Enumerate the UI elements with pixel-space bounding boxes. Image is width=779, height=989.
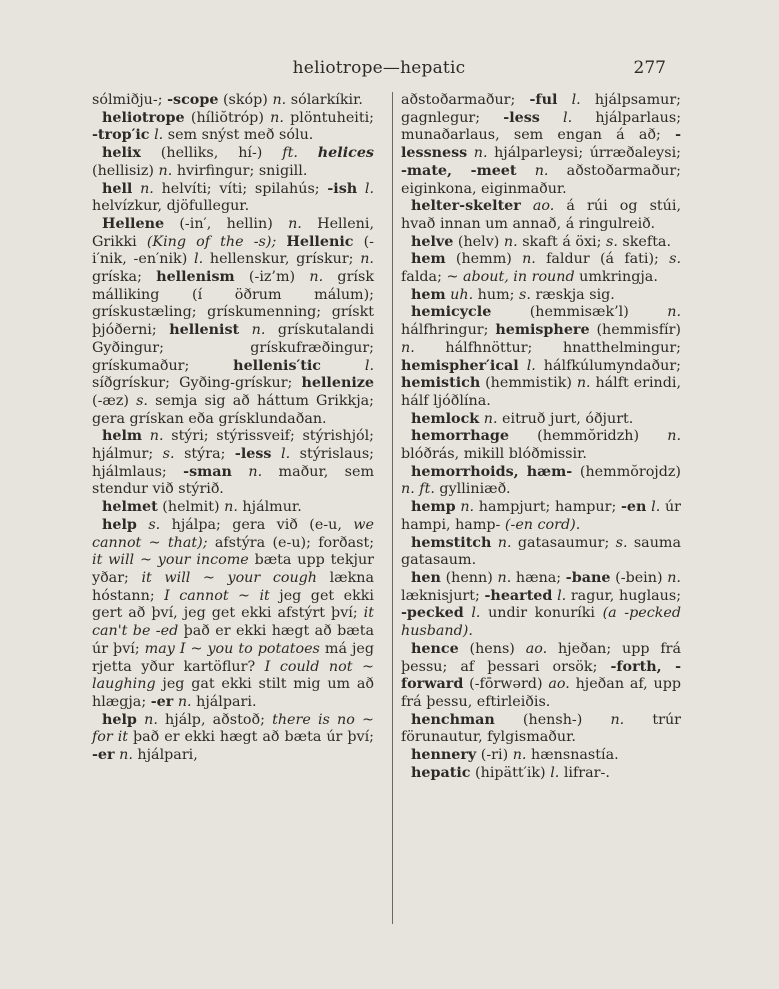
italic-text: ao. [548, 676, 570, 693]
italic-text: n. [460, 499, 475, 516]
definition-text: Helleni, Grikki [92, 215, 374, 250]
definition-text: sólmiðju-; [92, 92, 168, 108]
italic-text: I could not ~ laughing [92, 658, 374, 693]
italic-text: l. [563, 109, 573, 126]
definition-text: síðgrískur; Gyðing-grískur; [92, 375, 302, 392]
definition-text: (hemmŏridzh) [508, 428, 668, 445]
definition-text: (hensh-) [494, 711, 611, 728]
definition-text: falda; [401, 269, 447, 286]
dictionary-entry [92, 216, 374, 428]
headword: hemicycle [411, 304, 492, 321]
italic-text: there is no ~ for it [92, 711, 375, 746]
dictionary-entry [401, 234, 681, 252]
italic-text: n. [576, 375, 591, 392]
headword: -trop′ic [92, 127, 150, 144]
definition-text [298, 145, 318, 161]
headword: -er [150, 693, 174, 710]
italic-text: n. [144, 711, 158, 728]
italic-text: s. [148, 516, 161, 533]
definition-text: grískutalandi Gyðingur; grískufræðingur; grískumaður; [92, 322, 374, 374]
headword: heliotrope [102, 109, 185, 126]
definition-text: gríska; [92, 269, 157, 286]
definition-text: hjálpari. [191, 693, 257, 710]
headword: hepatic [411, 764, 471, 781]
definition-text: aðstoðarmaður; eiginkona, eiginmaður. [401, 162, 681, 197]
definition-text: (hens) [458, 640, 526, 657]
definition-text [321, 358, 365, 374]
italic-text: n. [522, 251, 536, 268]
headword: hellenist [169, 322, 240, 339]
italic-text: it will ~ your cough [141, 569, 318, 586]
italic-text: n. [360, 251, 374, 268]
definition-text: hjálpari, [132, 747, 198, 764]
definition-text [540, 110, 563, 126]
dictionary-entry [401, 251, 681, 286]
definition-text: hjálparleysi; úrræðaleysi; [487, 145, 681, 162]
dictionary-entry [401, 535, 681, 570]
italic-text: s. [606, 233, 618, 250]
definition-text [557, 92, 571, 108]
dictionary-entry [92, 181, 374, 216]
italic-text: n. ft. [401, 481, 435, 498]
definition-text: hampjurt; hampur; [474, 499, 621, 516]
headword: hem [411, 286, 446, 303]
italic-text: n. [251, 322, 266, 339]
definition-text: stýri; stýrissveif; stýrishjól; hjálmur; [92, 428, 375, 463]
definition-text: skefta. [617, 233, 672, 250]
definition-text: lækna hóstann; [92, 569, 375, 604]
definition-text: jeg get ekki gert að því, jeg get ekki afstýrt því; [92, 587, 374, 622]
italic-text: (-en cord). [504, 516, 581, 533]
headword: hennery [411, 747, 477, 764]
italic-text: n. [158, 162, 173, 179]
headword: help [102, 516, 137, 533]
headword: Hellenic [286, 233, 354, 250]
definition-text: (hemmŏrojdz) [572, 463, 682, 480]
italic-text: it can't be -ed [92, 605, 374, 640]
headword: hemp [411, 499, 456, 516]
italic-text: n. [119, 747, 133, 764]
italic-text: l. [526, 357, 536, 374]
definition-text: (hellisiz) [92, 162, 159, 179]
left-column [92, 92, 374, 765]
definition-text: (helmit) [157, 499, 225, 516]
italic-text: s. [669, 251, 682, 268]
definition-text: það er ekki hægt að bæta úr því; [92, 623, 374, 657]
definition-text: (henn) [440, 569, 498, 586]
dictionary-entry [92, 712, 374, 765]
headword: hemorrhoids, hæm- [411, 463, 573, 480]
headword: help [102, 711, 137, 728]
italic-text: n. [667, 428, 681, 445]
italic-text: uh. [450, 286, 474, 303]
headword: Hellene [102, 215, 165, 232]
italic-text: may I ~ you to potatoes [144, 640, 320, 657]
italic-text: n. [483, 410, 498, 427]
definition-text: (hemmistik) [480, 375, 577, 392]
definition-text: það er ekki hægt að bæta úr því; [128, 729, 374, 746]
italic-text: n. [288, 215, 302, 232]
italic-text: s. [615, 534, 628, 551]
definition-text: (helv) [453, 233, 504, 250]
definition-text: trúr förunautur, fylgismaður. [401, 711, 681, 746]
italic-text: n. [177, 693, 192, 710]
headword: hemorrhage [411, 428, 509, 445]
page-number: 277 [633, 58, 666, 78]
definition-text: hjálpsamur; gagnlegur; [401, 92, 681, 126]
definition-text: jeg gat ekki stilt mig um að hlægja; [92, 676, 374, 710]
definition-text: gylliniæð. [434, 481, 511, 498]
definition-text [239, 322, 252, 338]
definition-text: hæna; [511, 569, 566, 586]
italic-text: n. [512, 747, 527, 764]
definition-text: má jeg rjetta yður kartöflur? [92, 640, 375, 675]
definition-text: hellenskur, grískur; [203, 251, 361, 268]
definition-text: plöntuheiti; [283, 109, 374, 126]
italic-text: it will ~ your income [92, 552, 249, 569]
definition-text: (-in′, hellin) [164, 215, 289, 232]
headword: hellenis′tic [233, 357, 322, 374]
definition-text: hjeðan; upp frá þessu; af þessari orsök; [401, 640, 681, 675]
definition-text: ragur, huglaus; [566, 587, 682, 604]
definition-text: (helliks, hí-) [140, 145, 283, 162]
headword: hell [102, 180, 133, 197]
headword: hemisphere [495, 322, 590, 339]
headword: hen [411, 569, 441, 586]
dictionary-entry [92, 499, 374, 517]
headword: -en [620, 499, 647, 516]
definition-text: sem snýst með sólu. [163, 127, 314, 144]
headword: -er [92, 747, 115, 764]
definition-text: grísk málliking (í öðrum málum); grískustæling; grískumenning; grískt þjóðerni; [92, 269, 374, 339]
headword: -ish [327, 180, 358, 197]
italic-text: helices [317, 145, 374, 162]
italic-text: ~ about, in round [446, 269, 575, 286]
italic-text: l. [571, 92, 581, 108]
definition-text: (hemmisæk’l) [491, 304, 668, 321]
definition-text: stýrislaus; hjálmlaus; [92, 446, 374, 480]
column-divider [392, 92, 393, 924]
definition-text: hum; [473, 286, 520, 303]
italic-text: n. [140, 180, 154, 197]
headword: hellenize [301, 375, 374, 392]
italic-text: I cannot ~ it [164, 587, 270, 604]
definition-text: á rúi og stúi, hvað innan um annað, á ringulreið. [401, 198, 682, 232]
italic-text: ao. [525, 640, 548, 657]
dictionary-entry [401, 765, 681, 783]
headword: hence [411, 640, 459, 657]
dictionary-entry [401, 464, 681, 499]
definition-text: (-fōrwərd) [463, 676, 549, 693]
italic-text: n. [248, 463, 263, 480]
definition-text: bæta upp tekjur yðar; [92, 552, 374, 586]
page-header [92, 58, 666, 82]
headword: -pecked [401, 605, 464, 622]
definition-text: (skóp) [218, 92, 273, 108]
definition-text: (-iz’m) [234, 269, 310, 286]
definition-text: hálfhringur; [401, 322, 496, 339]
definition-text: eitruð jurt, óðjurt. [497, 410, 634, 427]
definition-text [276, 234, 286, 250]
italic-text: n. [309, 269, 324, 286]
headword: hemlock [411, 410, 480, 427]
headword: -scope [167, 92, 219, 108]
italic-text: n. [497, 534, 512, 551]
headword: helve [411, 233, 454, 250]
dictionary-entry [401, 304, 681, 410]
right-column [401, 92, 681, 782]
headword: -sman [183, 463, 232, 480]
definition-text [142, 428, 150, 444]
definition-text: hálfkúlumyndaður; [535, 357, 681, 374]
definition-text: umkringja. [574, 269, 658, 286]
dictionary-entry [92, 145, 374, 180]
definition-text: (hemmisfír) [589, 322, 681, 339]
definition-text: hjálmur. [237, 499, 302, 516]
headword: hemistich [401, 375, 481, 392]
definition-text [519, 358, 527, 374]
headword: -ful [529, 92, 558, 108]
headword: -mate, -meet [401, 162, 517, 179]
definition-text: (-æz) [92, 392, 137, 409]
italic-text: n. [610, 711, 625, 728]
dictionary-entry [401, 499, 681, 534]
definition-text [357, 181, 365, 197]
headword: -less [234, 446, 272, 463]
headword: helter-skelter [411, 198, 521, 215]
italic-text: n. [272, 92, 287, 108]
definition-text: gatasaumur; [511, 534, 616, 551]
definition-text [232, 464, 248, 480]
italic-text: n. [224, 499, 238, 516]
dictionary-entry [92, 110, 374, 145]
italic-text: l. [364, 357, 374, 374]
entry-continuation [401, 92, 681, 198]
headword: -lessness [401, 127, 681, 162]
italic-text: l. [281, 446, 291, 463]
dictionary-entry [401, 411, 681, 429]
definition-text: hjálp, aðstoð; [157, 711, 273, 728]
dictionary-entry [401, 287, 681, 305]
italic-text: ao. [532, 198, 555, 215]
italic-text: s. [162, 446, 175, 463]
definition-text: úr hampi, hamp- [401, 499, 681, 533]
definition-text: maður, sem stendur við stýrið. [92, 463, 375, 498]
definition-text [271, 446, 281, 462]
definition-text: stýra; [174, 446, 235, 463]
definition-text: (-bein) [610, 569, 668, 586]
headword: helix [102, 145, 141, 162]
definition-text: hjálpa; gera við (e-u, [160, 516, 354, 533]
definition-text: (-ri) [476, 747, 513, 764]
dictionary-entry [401, 428, 681, 463]
italic-text: l. [557, 587, 567, 604]
definition-text: faldur (á fati); [535, 251, 670, 268]
italic-text: l. [550, 764, 560, 781]
definition-text [517, 163, 535, 179]
definition-text: hálft erindi, hálf ljóðlína. [401, 375, 682, 409]
definition-text: afstýra (e-u); forðast; [207, 534, 375, 551]
headword: hem [411, 251, 446, 268]
dictionary-entry [401, 747, 681, 765]
definition-text [521, 198, 533, 214]
definition-text: hjeðan af, upp frá þessu, eftirleiðis. [401, 676, 681, 710]
definition-text: hvirfingur; snigill. [172, 162, 308, 179]
definition-text: læknisjurt; [401, 587, 485, 604]
dictionary-entry [401, 712, 681, 747]
dictionary-entry [401, 198, 681, 233]
definition-text: undir konuríki [480, 605, 603, 622]
definition-text: aðstoðarmaður; [401, 92, 530, 108]
definition-text: sólarkíkir. [286, 92, 363, 108]
italic-text: n. [149, 428, 164, 445]
italic-text: l. [364, 180, 374, 197]
headword: -hearted [484, 587, 553, 604]
definition-text: hjálparlaus; munaðarlaus, sem engan á að; [401, 109, 682, 144]
italic-text: s. [519, 286, 531, 303]
italic-text: n. [534, 162, 549, 179]
italic-text: n. [401, 339, 415, 356]
running-head: heliotrope—hepatic [292, 58, 466, 78]
italic-text: we cannot ~ that); [92, 516, 374, 551]
headword: helm [102, 428, 143, 445]
definition-text: (-i′nik, -en′nik) [92, 233, 375, 268]
definition-text [132, 181, 140, 197]
definition-text: hálfhnöttur; hnatthelmingur; [414, 339, 681, 356]
definition-text: semja sig að háttum Grikkja; gera grískan eða grísklundaðan. [92, 392, 374, 427]
italic-text: l. [471, 605, 481, 622]
italic-text: ft. [282, 145, 298, 162]
definition-text: sauma gatasaum. [401, 534, 681, 569]
headword: henchman [411, 711, 495, 728]
italic-text: s. [136, 392, 148, 409]
headword: hemstitch [411, 534, 492, 551]
italic-text: l. [651, 499, 661, 516]
dictionary-entry [92, 428, 374, 499]
definition-text: hænsnastía. [526, 747, 619, 764]
dictionary-entry [92, 517, 374, 712]
definition-text: (híliŏtróp) [184, 109, 271, 126]
headword: -forth, -forward [401, 658, 682, 693]
definition-text: lifrar-. [559, 764, 610, 781]
italic-text: n. [667, 569, 681, 586]
headword: hellenism [156, 269, 235, 286]
italic-text: n. [497, 569, 512, 586]
italic-text: n. [270, 109, 284, 126]
italic-text: l. [194, 251, 204, 268]
definition-text: helvízkur, djöfullegur. [92, 198, 250, 215]
dictionary-entry [401, 570, 681, 641]
definition-text: (hemm) [445, 251, 523, 268]
italic-text: (King of the -s); [146, 233, 277, 250]
italic-text: n. [667, 304, 681, 321]
entry-continuation [92, 92, 374, 110]
definition-text: blóðrás, mikill blóðmissir. [401, 446, 587, 463]
italic-text: l. [154, 127, 164, 144]
definition-text: helvíti; víti; spilahús; [153, 180, 328, 197]
definition-text [137, 517, 148, 533]
italic-text: n. [473, 145, 488, 162]
dictionary-entry [401, 641, 681, 712]
headword: hemispher′ical [401, 357, 519, 374]
headword: helmet [102, 499, 158, 516]
italic-text: (a -pecked husband). [401, 605, 682, 640]
italic-text: n. [503, 233, 518, 250]
headword: -bane [565, 569, 611, 586]
definition-text: ræskja sig. [530, 286, 615, 303]
definition-text: (hipätt′ik) [470, 764, 551, 781]
definition-text: skaft á öxi; [517, 233, 606, 250]
headword: -less [503, 109, 540, 126]
